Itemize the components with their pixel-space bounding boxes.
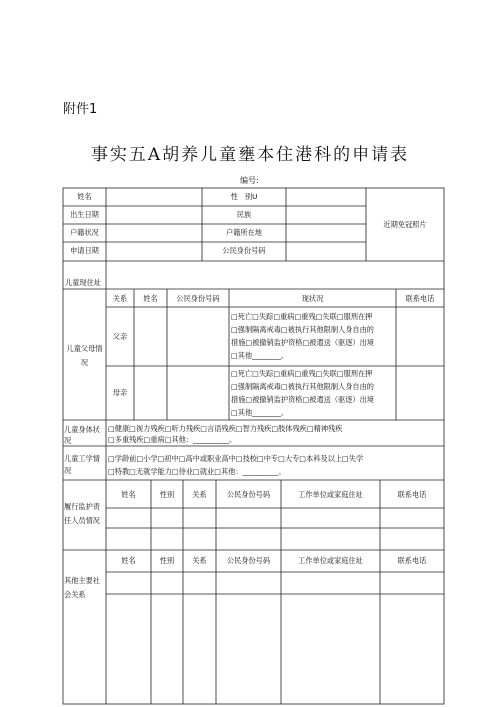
photo-placeholder: 近期免冠照片 [383, 220, 427, 229]
status-line: □其他________。 [231, 408, 289, 417]
mother-label: 母亲 [112, 388, 128, 397]
relations-col-phone: 联系电话 [397, 556, 427, 565]
health-label: 儿童身体状况 [64, 425, 100, 445]
school-label: 儿童工学情况 [64, 454, 100, 475]
col-name: 姓名 [143, 294, 158, 303]
relations-col-id: 公民身份号码 [226, 556, 271, 565]
health-options-line1[interactable]: □健康□视力残疾□听力残疾□言语残疾□智力残疾□肢体残疾□精神残疾 [108, 424, 343, 433]
status-line: 措施□被撤销监护资格□被遣送（驱逐）出境 [231, 338, 374, 347]
status-line: □强制隔离戒毒□被执行其他限制人身自由的 [231, 325, 374, 334]
school-options-line2[interactable]: □特教□无就学能力□待业□就业□其他：__________。 [108, 467, 286, 476]
apply-date-label: 申请日期 [70, 246, 99, 255]
residence-label: 儿童现住址 [65, 278, 101, 287]
col-status: 现状况 [301, 294, 324, 303]
status-line: □死亡□失踪□重病□重残□失联□服刑在押 [231, 369, 373, 378]
serial-number-label: 编号: [240, 176, 259, 185]
form-title: 事实五A胡养儿童壅本住港科的申请表 [90, 145, 410, 165]
name-label: 姓名 [77, 192, 92, 201]
status-line: □死亡□失踪□重病□重残□失联□服刑在押 [231, 312, 373, 321]
guardian-col-id: 公民身份号码 [226, 490, 271, 499]
relations-label: 其他主要社会关系 [64, 576, 100, 599]
parents-section-label: 儿童父母情况 [66, 344, 103, 367]
id-number-label: 公民身份号码 [222, 246, 266, 255]
household-location-label: 户籍所在地 [226, 228, 262, 237]
attachment-label: 附件1 [63, 102, 98, 117]
household-status-label: 户籍状况 [70, 228, 99, 237]
ethnicity-label: 民族 [236, 210, 252, 219]
guardian-label: 履行监护责任人员情况 [64, 502, 100, 525]
status-line: □其他________。 [231, 351, 289, 360]
guardian-col-address: 工作单位或家庭住址 [298, 490, 363, 499]
relations-col-address: 工作单位或家庭住址 [298, 556, 363, 565]
health-options-line2[interactable]: □多重残疾□重病□其他：__________。 [108, 435, 237, 444]
father-label: 父亲 [112, 332, 128, 341]
guardian-col-phone: 联系电话 [397, 490, 427, 499]
relations-col-name: 姓名 [121, 556, 136, 565]
col-phone: 联系电话 [405, 294, 435, 303]
col-relation: 关系 [112, 294, 128, 303]
gender-label: 性 别U [230, 192, 258, 201]
guardian-col-gender: 性别 [159, 490, 175, 499]
status-line: □强制隔离戒毒□被执行其他限制人身自由的 [231, 382, 374, 391]
col-id-number: 公民身份号码 [176, 294, 220, 303]
relations-col-relation: 关系 [192, 556, 207, 565]
status-line: 措施□被撤销监护资格□被遣送（驱逐）出境 [231, 395, 374, 404]
relations-col-gender: 性别 [159, 556, 175, 565]
guardian-col-name: 姓名 [121, 490, 136, 499]
guardian-col-relation: 关系 [192, 490, 207, 499]
school-options-line1[interactable]: □学龄前□小学□初中□高中或职业高中□技校□中专□大专□本科及以上□失学 [108, 454, 364, 463]
birth-date-label: 出生日期 [70, 210, 99, 219]
